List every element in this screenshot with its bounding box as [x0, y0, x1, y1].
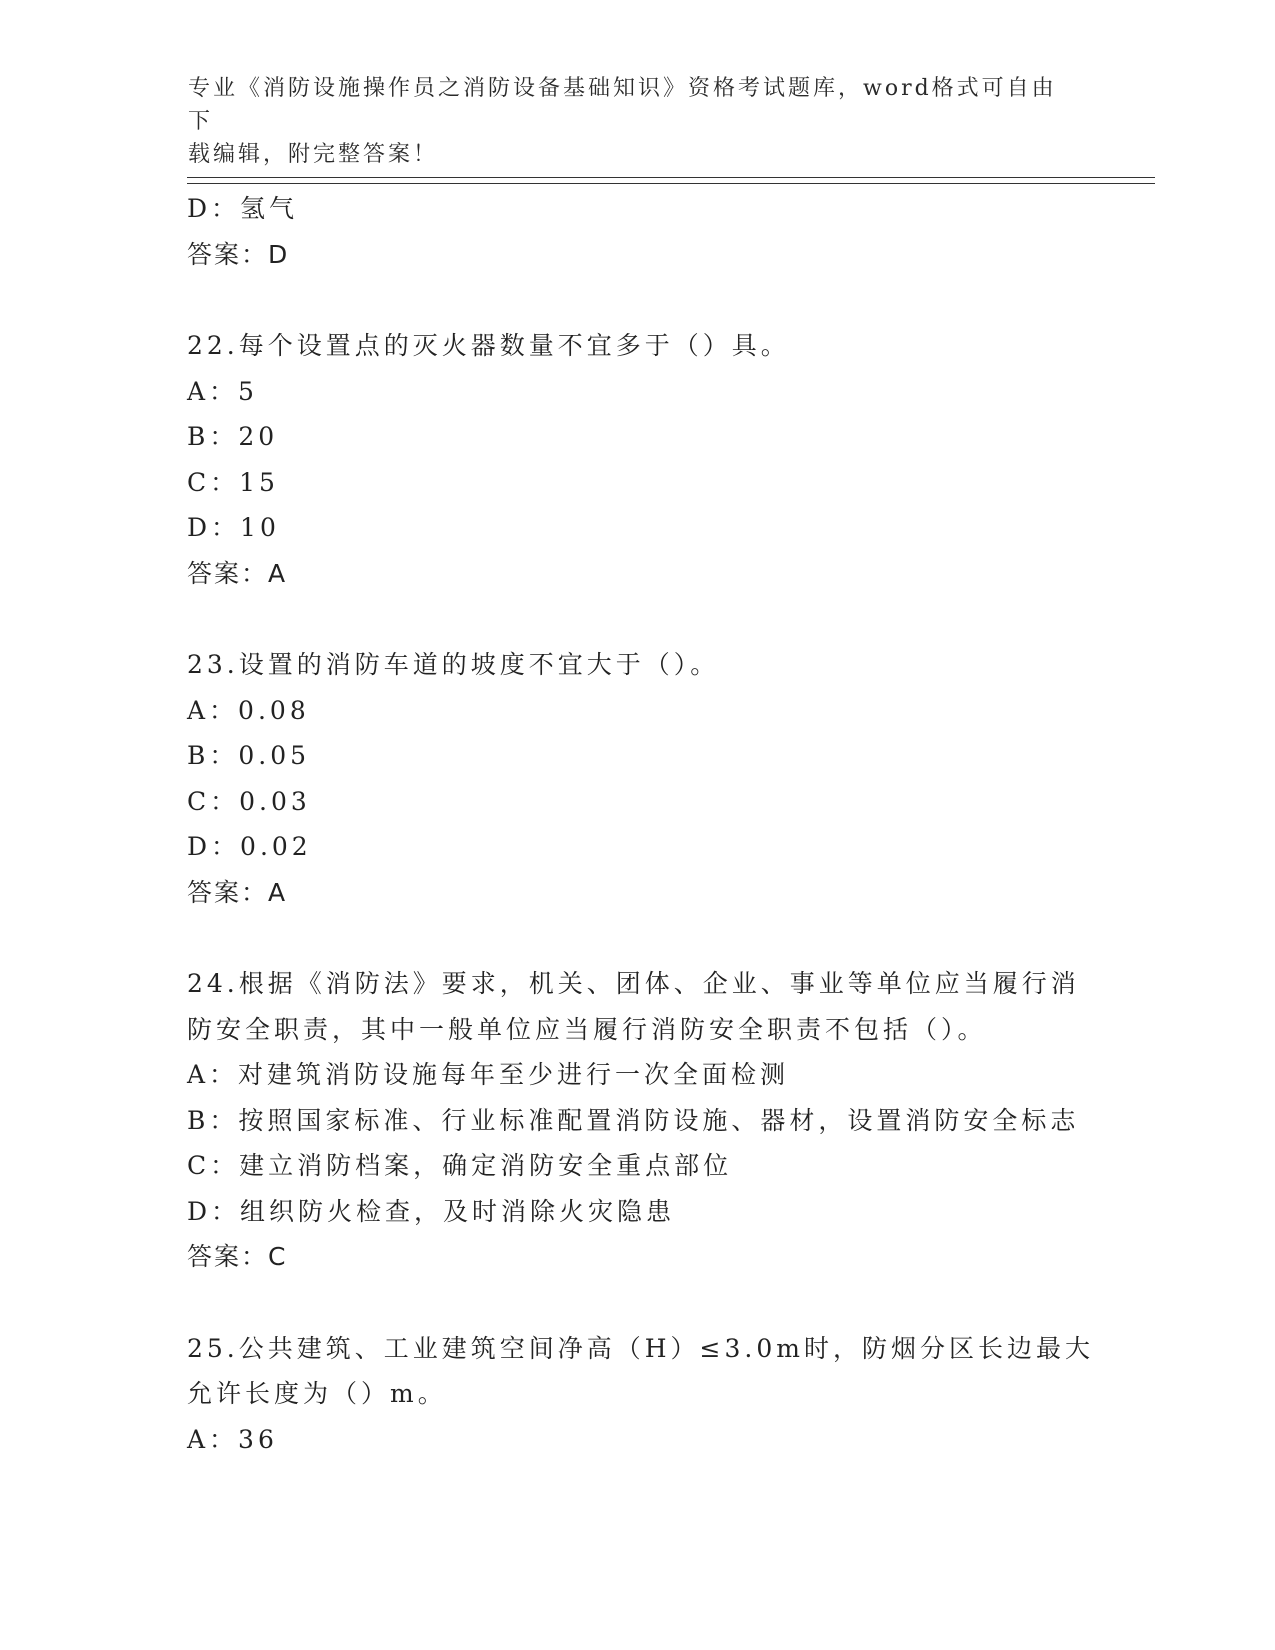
option-d: D：组织防火检查，及时消除火灾隐患 [187, 1196, 676, 1226]
header-rule-top [187, 177, 1155, 178]
question-stem-line-1: 25.公共建筑、工业建筑空间净高（H）≤3.0m时，防烟分区长边最大 [187, 1333, 1094, 1363]
document-body [187, 186, 1094, 1462]
document-header [188, 72, 1068, 171]
spacer [187, 277, 1087, 323]
option-c: C：15 [187, 467, 279, 497]
header-rule-bottom [187, 183, 1155, 184]
answer-line: 答案：C [187, 1242, 288, 1271]
option-b: B：按照国家标准、行业标准配置消防设施、器材，设置消防安全标志 [187, 1105, 1080, 1135]
spacer [187, 596, 1087, 642]
option-a: A：5 [187, 376, 258, 406]
option-d: D：10 [187, 513, 280, 542]
question-block [187, 1326, 1094, 1463]
option-d: D：氢气 [187, 194, 299, 223]
question-stem: 22.每个设置点的灭火器数量不宜多于（）具。 [187, 331, 790, 360]
spacer [187, 915, 1087, 961]
question-stem-line-1: 24.根据《消防法》要求，机关、团体、企业、事业等单位应当履行消 [187, 969, 1080, 998]
header-line-2: 载编辑，附完整答案！ [188, 142, 439, 167]
option-c: C：0.03 [187, 786, 311, 816]
option-b: B：0.05 [187, 741, 311, 770]
option-d: D：0.02 [187, 832, 312, 861]
option-a: A：36 [187, 1424, 278, 1454]
question-stem-line-2: 防安全职责，其中一般单位应当履行消防安全职责不包括（）。 [187, 1014, 987, 1044]
option-c: C：建立消防档案，确定消防安全重点部位 [187, 1151, 733, 1180]
option-b: B：20 [187, 422, 279, 451]
answer-line: 答案：A [187, 877, 288, 907]
question-block [187, 323, 1087, 596]
question-block [187, 642, 1087, 915]
answer-line: 答案：D [187, 239, 290, 269]
option-a: A：对建筑消防设施每年至少进行一次全面检测 [187, 1060, 790, 1089]
header-line-1: 专业《消防设施操作员之消防设备基础知识》资格考试题库，word格式可自由下 [188, 76, 1057, 134]
question-stem: 23.设置的消防车道的坡度不宜大于（）。 [187, 650, 720, 679]
question-stem-line-2: 允许长度为（）m。 [187, 1379, 447, 1408]
answer-line: 答案：A [187, 558, 288, 588]
question-block [187, 961, 1087, 1280]
spacer [187, 1280, 1087, 1326]
option-a: A：0.08 [187, 695, 310, 725]
